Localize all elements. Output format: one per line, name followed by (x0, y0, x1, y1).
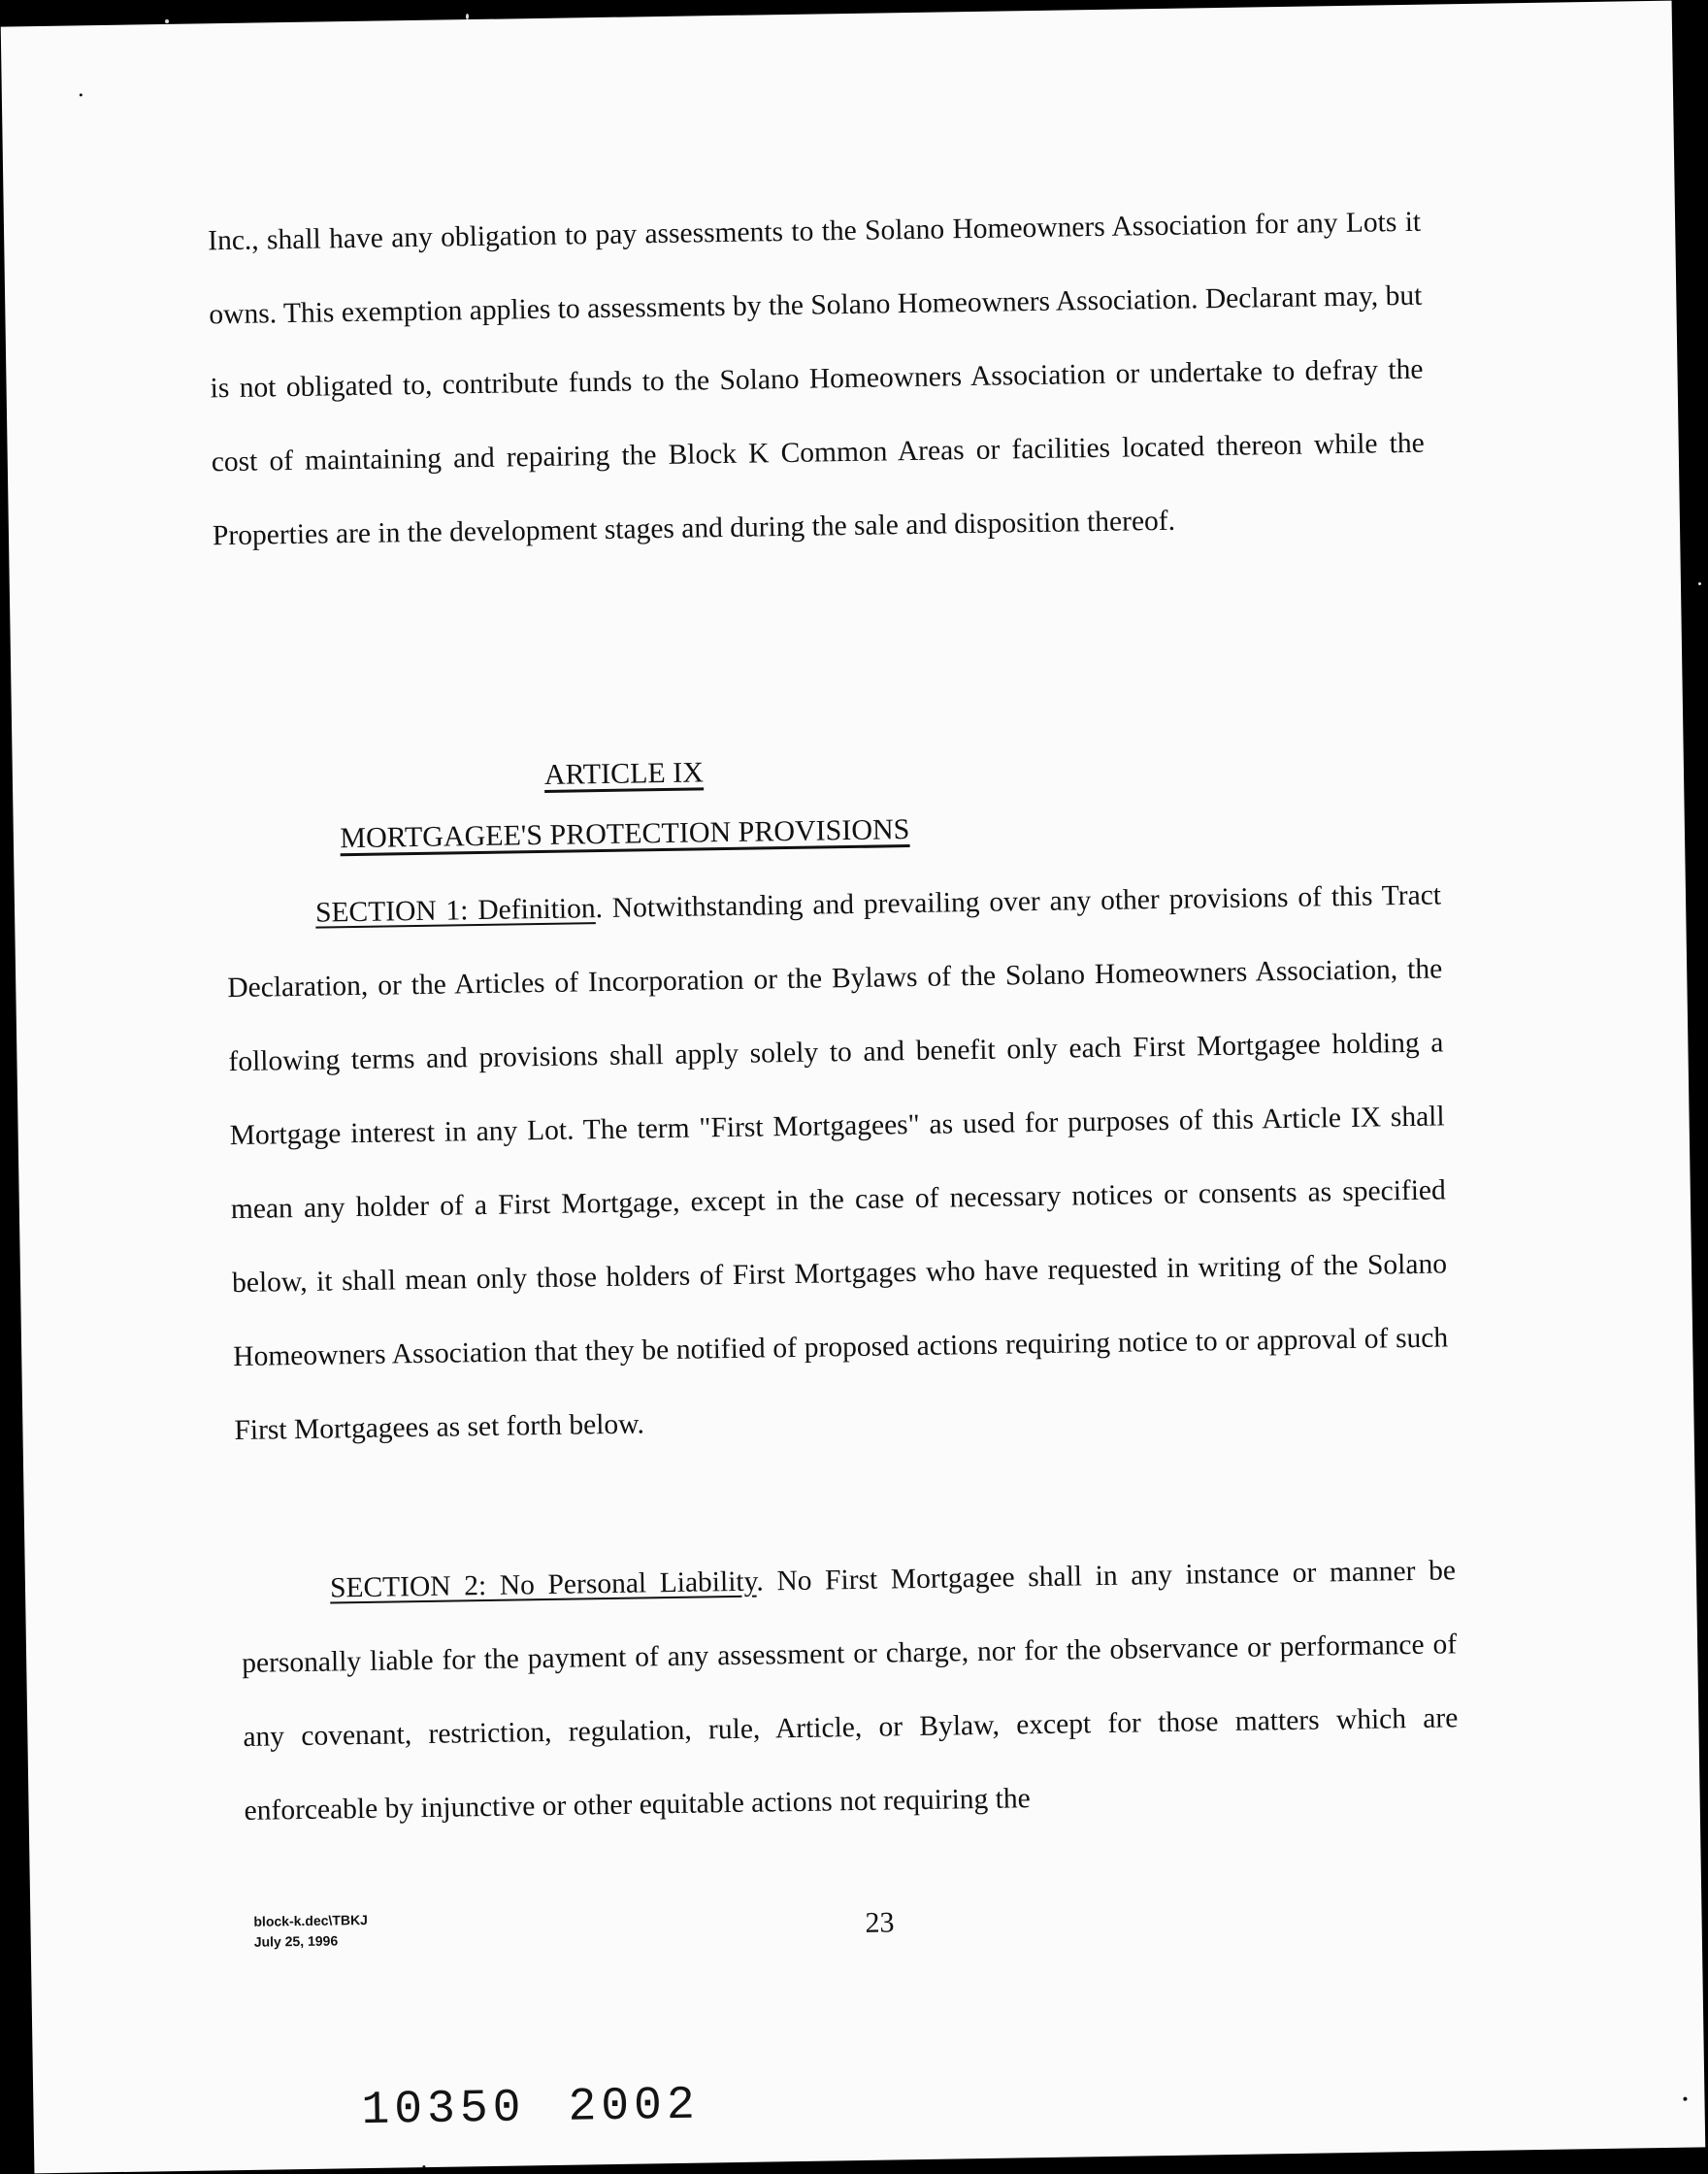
document-page (1, 1, 1706, 2174)
stamp-number-part-2: 2002 (568, 2079, 701, 2134)
section-1-body: . Notwithstanding and prevailing over any other provisions of this Tract Declaration, or the Articles of Incorporation or the Bylaws of the Solano Homeowners Association, the following terms and provisions shall apply solely to and benefit only each First Mortgagee holding a Mortgage interest in any Lot. The term "First Mortgagees" as used for purposes of this Article IX shall mean any holder of a First Mortgage, except in the case of necessary notices or consents as specified below, it shall mean only those holders of First Mortgages who have requested in writing of the Solano Homeowners Association that they be notified of proposed actions requiring notice to or approval of such First Mortgagees as set forth below. (227, 879, 1449, 1447)
scan-speck (80, 93, 82, 96)
scan-speck (1683, 2097, 1687, 2101)
article-subtitle: MORTGAGEE'S PROTECTION PROVISIONS (340, 813, 910, 855)
footer-date: July 25, 1996 (253, 1932, 339, 1950)
scan-speck (466, 14, 469, 19)
footer-file-name: block-k.dec\TBKJ (253, 1911, 369, 1929)
section-2-body: . No First Mortgagee shall in any instance or manner be personally liable for the payment of any assessment or charge, nor for the observance or performance of any covenant, restriction, regulation, rule, Article, or Bylaw, except for those matters which are enforceable by injunctive or other equitable actions not requiring the (242, 1555, 1459, 1827)
scan-speck (165, 19, 169, 23)
article-title: ARTICLE IX (543, 756, 705, 791)
section-1-heading: SECTION 1: Definition (314, 893, 596, 929)
section-2-paragraph (240, 1533, 1460, 1848)
scan-speck (1698, 582, 1701, 585)
scan-speck (422, 2165, 425, 2168)
page-number: 23 (865, 1906, 895, 1939)
footer-file-reference (253, 1910, 368, 1953)
section-1-paragraph (226, 858, 1450, 1467)
continuation-paragraph: Inc., shall have any obligation to pay assessments to the Solano Homeowners Association for any Lots it owns. This exemption applies to assessments by the Solano Homeowners Association. Declarant may, but is not obligated to, contribute funds to the Solano Homeowners Association or undertake to defray the cost of maintaining and repairing the Block K Common Areas or facilities located thereon while the Properties are in the development stages and during the sale and disposition thereof. (207, 206, 1425, 552)
section-2-heading: SECTION 2: No Personal Liability (329, 1565, 757, 1604)
document-stamp-number (361, 2079, 742, 2137)
stamp-number-part-1: 10350 (361, 2082, 526, 2138)
